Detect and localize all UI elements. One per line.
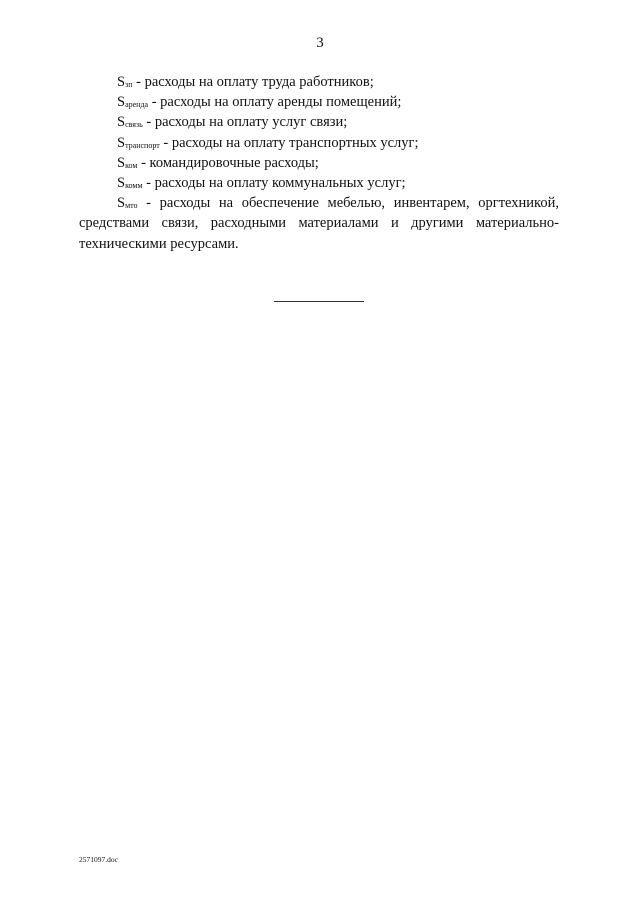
definition-item [79,92,559,112]
definition-item [79,72,559,92]
footer-doc-ref: 2571097.doc [79,855,118,864]
symbol-subscript: зп [125,80,133,89]
symbol: S [117,114,126,131]
definition-text: - расходы на оплату коммунальных услуг; [142,175,406,192]
symbol-subscript: ком [125,160,138,170]
definition-text: - расходы на оплату труда работников; [132,74,374,90]
symbol-subscript: связь [125,120,143,130]
definition-text: - расходы на оплату услуг связи; [142,114,348,131]
page-number: 3 [316,35,324,51]
symbol: S [117,134,126,151]
definition-text: - расходы на оплату аренды помещений; [148,94,402,111]
definition-item [79,153,559,173]
definition-text: - расходы на оплату транспортных услуг; [159,134,419,151]
symbol: S [117,195,126,212]
definition-text: - расходы на обеспечение мебелью, инвентарем, оргтехникой, средствами связи, расходными материалами и другими материально-техническими ресурсами. [79,195,559,252]
definition-text: - командировочные расходы; [137,154,319,171]
definition-item [79,173,559,193]
symbol: S [117,94,126,111]
symbol: S [117,175,126,192]
definition-item [79,193,559,254]
symbol-subscript: мто [125,201,138,211]
section-divider [274,301,364,302]
definition-item [79,112,559,132]
symbol-subscript: транспорт [125,140,160,150]
symbol-subscript: аренда [125,100,149,110]
definitions-list [79,72,559,254]
symbol: S [117,74,126,90]
symbol: S [117,154,126,171]
definition-item [79,133,559,153]
symbol-subscript: комм [125,181,143,191]
